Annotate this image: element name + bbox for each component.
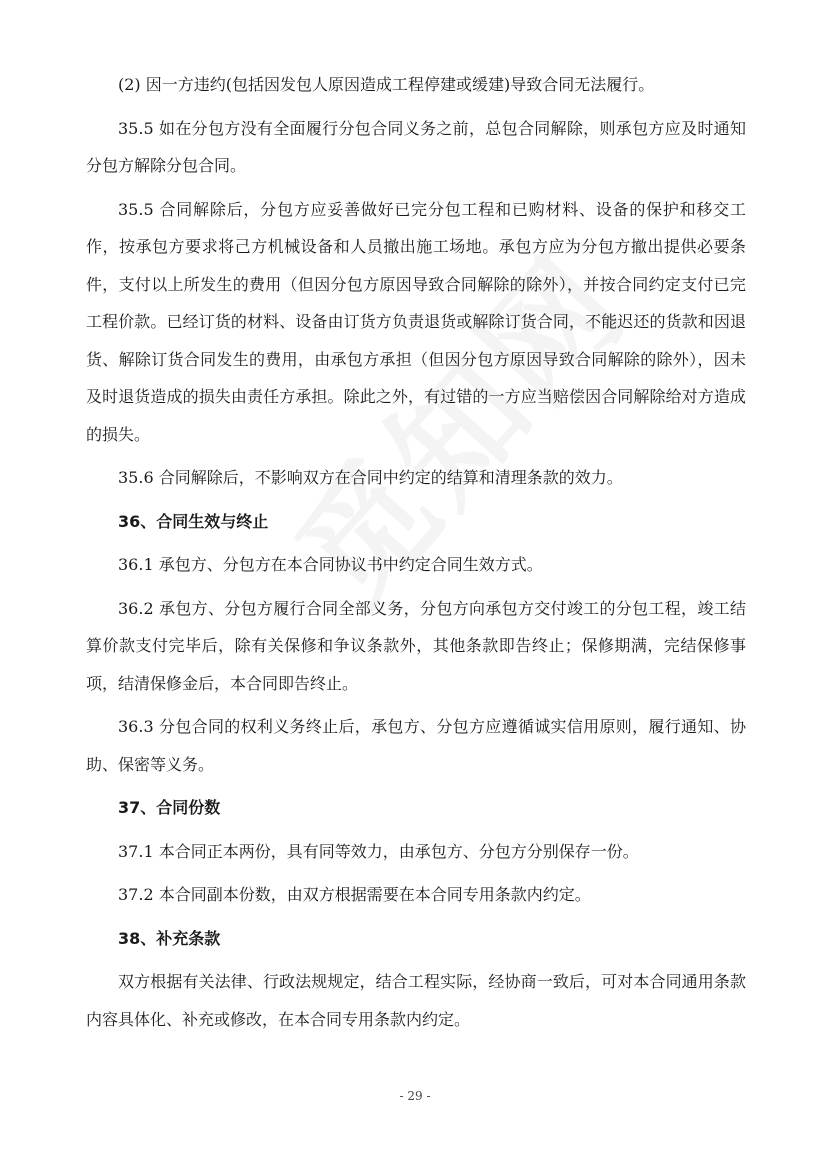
section-38-heading: 38、补充条款 (118, 928, 221, 948)
paragraph-36-3: 36.3 分包合同的权利义务终止后，承包方、分包方应遵循诚实信用原则，履行通知、协助、保密等义务。 (86, 717, 746, 774)
document-body (86, 66, 746, 1038)
paragraph-37-2: 37.2 本合同副本份数，由双方根据需要在本合同专用条款内约定。 (118, 885, 591, 904)
paragraph-35-4-item-2: (2) 因一方违约(包括因发包人原因造成工程停建或缓建)导致合同无法履行。 (118, 75, 655, 94)
paragraph-35-5-a: 35.5 如在分包方没有全面履行分包合同义务之前，总包合同解除，则承包方应及时通知分包方解除分包合同。 (86, 118, 746, 175)
paragraph-37-1: 37.1 本合同正本两份，具有同等效力，由承包方、分包方分别保存一份。 (118, 841, 639, 861)
paragraph-38-1: 双方根据有关法律、行政法规规定，结合工程实际，经协商一致后，可对本合同通用条款内容具体化、补充或修改，在本合同专用条款内约定。 (86, 972, 746, 1029)
paragraph-35-6: 35.6 合同解除后，不影响双方在合同中约定的结算和清理条款的效力。 (118, 468, 623, 487)
page-number: - 29 - (399, 1089, 431, 1103)
section-37-heading: 37、合同份数 (118, 798, 221, 817)
section-36-heading: 36、合同生效与终止 (118, 511, 269, 531)
paragraph-35-5-b: 35.5 合同解除后，分包方应妥善做好已完分包工程和已购材料、设备的保护和移交工作，按承包方要求将己方机械设备和人员撤出施工场地。承包方应为分包方撤出提供必要条件，支付以上所发生的费用（但因分包方原因导致合同解除的除外），并按合同约定支付已完工程价款。已经订货的材料、设备由订货方负责退货或解除订货合同，不能迟还的货款和因退货、解除订货合同发生的费用，由承包方承担（但因分包方原因导致合同解除的除外），因未及时退货造成的损失由责任方承担。除此之外，有过错的一方应当赔偿因合同解除给对方造成的损失。 (86, 199, 746, 444)
paragraph-36-2: 36.2 承包方、分包方履行合同全部义务，分包方向承包方交付竣工的分包工程，竣工结算价款支付完毕后，除有关保修和争议条款外，其他条款即告终止；保修期满，完结保修事项，结清保修金后，本合同即告终止。 (86, 598, 746, 693)
paragraph-36-1: 36.1 承包方、分包方在本合同协议书中约定合同生效方式。 (118, 555, 543, 574)
